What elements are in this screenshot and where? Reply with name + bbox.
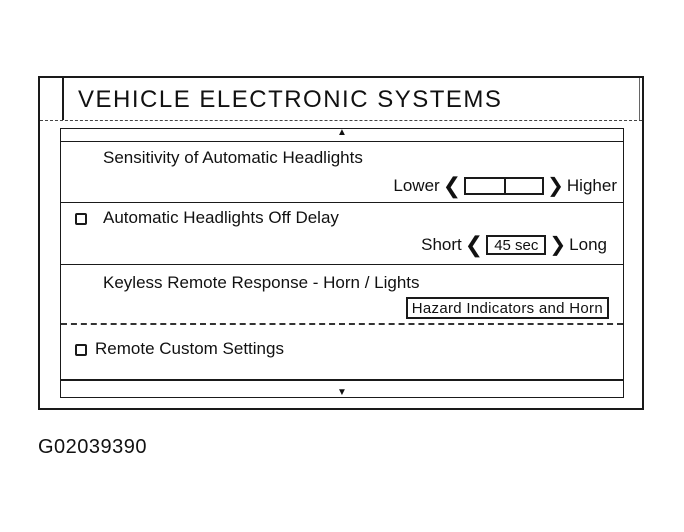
higher-label: Higher [566,176,617,195]
menu-item-headlight-sensitivity[interactable] [61,141,623,203]
title-divider [62,78,64,120]
scroll-down-icon[interactable]: ▼ [337,387,347,398]
sensitivity-level-bar[interactable] [464,177,544,195]
settings-menu-panel [60,128,624,398]
menu-item-label: Keyless Remote Response - Horn / Lights [103,273,420,292]
off-delay-control[interactable] [421,232,607,257]
menu-item-headlights-off-delay[interactable] [61,202,623,265]
screen-title: VEHICLE ELECTRONIC SYSTEMS [78,86,503,113]
menu-item-remote-custom-settings[interactable] [61,325,623,381]
off-delay-value[interactable]: 45 sec [486,235,546,255]
chevron-left-icon[interactable]: ❮ [442,173,462,198]
figure-id: G02039390 [38,436,148,458]
menu-item-label: Automatic Headlights Off Delay [103,208,339,227]
checkbox[interactable] [75,213,87,225]
menu-item-label: Remote Custom Settings [95,339,284,358]
short-label: Short [421,235,462,254]
menu-item-label: Sensitivity of Automatic Headlights [103,148,363,167]
level-segment [504,179,542,193]
title-edge [639,78,640,120]
display-screen [38,76,644,410]
remote-response-control[interactable] [406,297,609,319]
long-label: Long [569,235,607,254]
lower-label: Lower [393,176,440,195]
chevron-right-icon[interactable]: ❯ [549,234,567,256]
title-bar [40,78,642,121]
menu-item-keyless-remote-response[interactable] [61,265,623,325]
level-segment [466,179,504,193]
chevron-right-icon[interactable]: ❯ [547,175,564,197]
scroll-up-icon[interactable]: ▲ [337,127,347,138]
chevron-left-icon[interactable]: ❮ [464,232,484,257]
sensitivity-control[interactable] [393,173,617,198]
remote-response-value[interactable]: Hazard Indicators and Horn [406,297,609,319]
checkbox[interactable] [75,344,87,356]
